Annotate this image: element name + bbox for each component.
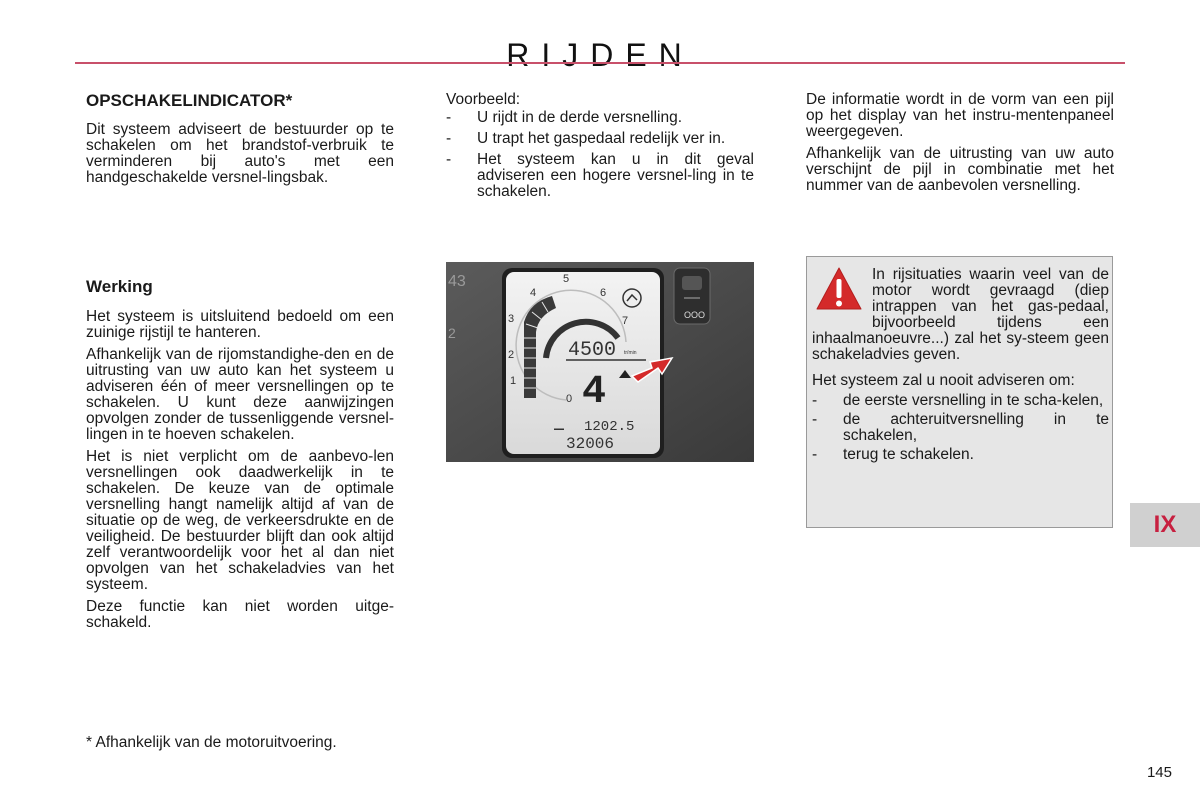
- warning-list: [812, 393, 1109, 463]
- gauge-number: 7: [622, 315, 629, 327]
- gauge-number: 4: [530, 287, 537, 299]
- list-item: - U trapt het gaspedaal redelijk ver in.: [446, 130, 726, 147]
- list-item: - terug te schakelen.: [812, 446, 974, 463]
- warning-details: [812, 373, 1109, 466]
- chapter-title: RIJDEN: [506, 37, 694, 74]
- title-divider: [75, 62, 1125, 64]
- example-list: [446, 110, 754, 200]
- gauge-number: 1: [510, 375, 517, 387]
- odometer-readout: 32006: [566, 435, 615, 453]
- intro-paragraph: Dit systeem adviseert de bestuurder op te schakelen om het brandstof-verbruik te verminderen bij auto's met een handgeschakelde versnel-lingsbak.: [86, 121, 394, 186]
- edge-number: 43: [448, 273, 466, 290]
- gauge-number: 3: [508, 313, 515, 325]
- gauge-number: 0: [566, 393, 573, 405]
- paragraph: Afhankelijk van de uitrusting van uw auto verschijnt de pijl in combinatie met het nummer van de aanbevolen versnelling.: [806, 145, 1114, 194]
- warning-never-label: Het systeem zal u nooit adviseren om:: [812, 372, 1075, 389]
- list-item: - de eerste versnelling in te scha-kelen,: [812, 392, 1104, 409]
- footnote: * Afhankelijk van de motoruitvoering.: [86, 734, 337, 751]
- edge-number: 2: [448, 325, 456, 341]
- list-item: - U rijdt in de derde versnelling.: [446, 109, 683, 126]
- paragraph: Deze functie kan niet worden uitge-schakeld.: [86, 598, 394, 631]
- example-label: Voorbeeld:: [446, 91, 521, 108]
- trip-readout: 1202.5: [584, 419, 635, 435]
- chapter-tab[interactable]: IX: [1130, 503, 1200, 547]
- gauge-number: 6: [600, 287, 607, 299]
- svg-text:▬▬: ▬▬: [554, 426, 564, 432]
- gauge-number: 5: [563, 273, 570, 285]
- page-number: 145: [1146, 764, 1172, 781]
- list-item: - Het systeem kan u in dit geval adviseren een hogere versnel-ling in te schakelen.: [446, 151, 754, 200]
- paragraph: Het systeem is uitsluitend bedoeld om een zuinige rijstijl te hanteren.: [86, 308, 394, 341]
- column-1-werking: [86, 277, 394, 637]
- section-heading: OPSCHAKELINDICATOR*: [86, 91, 293, 110]
- instrument-cluster-illustration: [446, 262, 754, 462]
- svg-text:OOO: OOO: [684, 310, 706, 320]
- column-2: [446, 92, 754, 205]
- instrument-cluster-figure: [446, 262, 754, 462]
- paragraph: Het is niet verplicht om de aanbevo-len versnellingen ook daadwerkelijk in te schakelen. De keuze van de optimale versnelling hangt namelijk altijd af van de situatie op de weg, de verkeersdrukte en de veiligheid. De bestuurder blijft dan ook altijd zelf verantwoordelijk voor het al dan niet opvolgen van het schakeladvies van het systeem.: [86, 448, 394, 593]
- warning-intro: In rijsituaties waarin veel van de motor wordt gevraagd (diep intrappen van het gas-pedaal, bijvoorbeeld tijdens een inhaalmanoeuvre...) zal het sy-steem geen schakeladvies geven.: [812, 266, 1109, 363]
- rpm-readout: 4500: [568, 339, 617, 362]
- rpm-unit: tr/min: [624, 350, 637, 356]
- paragraph: De informatie wordt in de vorm van een pijl op het display van het instru-mentenpaneel weergegeven.: [806, 91, 1114, 140]
- gauge-number: 2: [508, 349, 515, 361]
- column-3: [806, 92, 1114, 200]
- list-item: - de achteruitversnelling in te schakelen,: [812, 411, 1109, 444]
- paragraph: Afhankelijk van de rijomstandighe-den en de uitrusting van uw auto kan het systeem u adviseren één of meer versnellingen op te schakelen. U kunt deze aanwijzingen opvolgen zonder de tussenliggende versnel-lingen in te hoeven schakelen.: [86, 346, 394, 443]
- subsection-heading: Werking: [86, 277, 153, 296]
- gear-indicator: 4: [582, 370, 607, 415]
- fog-light-icon: [682, 276, 702, 290]
- warning-box: [806, 256, 1113, 528]
- column-1: [86, 91, 394, 192]
